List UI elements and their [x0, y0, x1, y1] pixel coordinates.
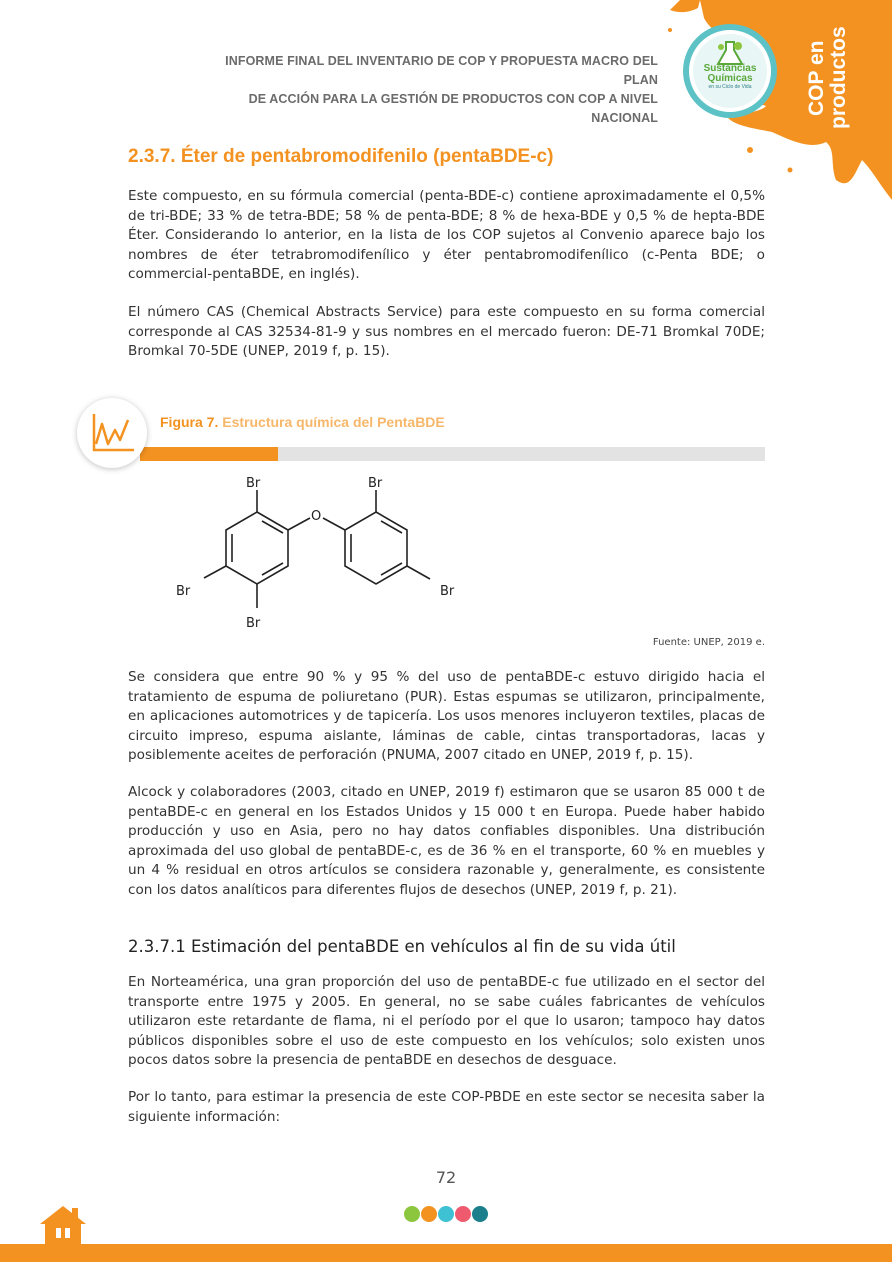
report-header-title: [200, 52, 658, 128]
logo-subtext: en su Ciclo de Vida: [708, 84, 752, 90]
footer-bar: [0, 1244, 892, 1262]
right-ring: [345, 512, 407, 584]
figure-title-bar-accent: [140, 447, 278, 461]
section-title: 2.3.7. Éter de pentabromodifenilo (pentaBDE-c): [128, 146, 554, 167]
subsection-title: 2.3.7.1 Estimación del pentaBDE en vehículos al fin de su vida útil: [128, 937, 676, 956]
dot-pink: [455, 1206, 471, 1222]
color-dots: [404, 1206, 488, 1222]
paragraph: Se considera que entre 90 % y 95 % del uso de pentaBDE-c estuvo dirigido hacia el tratamiento de espuma de poliuretano (PUR). Estas espumas se utilizaron, principalmente, en aplicaciones automotrices y de tapicería. Los usos menores incluyeron textiles, placas de circuito impreso, espuma aislante, láminas de cable, cintas transportadoras, lacas y posiblemente aceites de perforación (PNUMA, 2007 citado en UNEP, 2019 f, p. 15).: [128, 669, 765, 763]
atom-br-top-right: Br: [368, 476, 383, 491]
home-icon[interactable]: [38, 1204, 88, 1246]
side-tab-label: [806, 26, 862, 130]
chemical-structure-diagram: [160, 470, 480, 635]
line-chart-icon: [90, 410, 136, 456]
figure-source: Fuente: UNEP, 2019 e.: [652, 637, 765, 648]
page-number: 72: [435, 1168, 457, 1187]
dot-cyan: [438, 1206, 454, 1222]
paragraph: En Norteamérica, una gran proporción del uso de pentaBDE-c fue utilizado en el sector del transporte entre 1975 y 2005. En general, no se sabe cuáles fabricantes de vehículos utilizaron este retardante de flama, ni el período por el que lo usaron; tampoco hay datos públicos disponibles sobre el uso de este compuesto en los vehículos; solo existen unos pocos datos sobre la presencia de pentaBDE en desechos de desguace.: [128, 974, 765, 1068]
side-tab-line1: COP en: [805, 40, 828, 116]
atom-br-left: Br: [176, 584, 191, 599]
atom-oxygen: O: [311, 509, 322, 524]
left-ring: [226, 512, 288, 584]
paragraph: Este compuesto, en su fórmula comercial (penta-BDE-c) contiene aproximadamente el 0,5% de tri-BDE; 33 % de tetra-BDE; 58 % de penta-BDE; 8 % de hexa-BDE y 0,5 % de hepta-BDE Éter. Considerando lo anterior, en la lista de los COP sujetos al Convenio aparece bajo los nombres de éter tetrabromodifenílico y éter pentabromodifenílico (c-Penta BDE; o commercial-pentaBDE, en inglés).: [128, 188, 765, 282]
report-header-line2: DE ACCIÓN PARA LA GESTIÓN DE PRODUCTOS CON COP A NIVEL NACIONAL: [248, 92, 658, 125]
paragraph: Alcock y colaboradores (2003, citado en UNEP, 2019 f) estimaron que se usaron 85 000 t de pentaBDE-c en general en los Estados Unidos y 15 000 t en Europa. Puede haber habido producción y uso en Asia, pero no hay datos confiables disponibles. Una distribución aproximada del uso global de pentaBDE-c, es de 36 % en el transporte, 60 % en muebles y un 4 % residual en otros artículos se considera razonable y, generalmente, es consistente con los datos analíticos para diferentes flujos de desechos (UNEP, 2019 f, p. 21).: [128, 784, 765, 898]
atom-br-top-left: Br: [246, 476, 261, 491]
dot-green: [404, 1206, 420, 1222]
side-tab-line2: productos: [827, 26, 850, 130]
dot-orange: [421, 1206, 437, 1222]
atom-br-right: Br: [440, 584, 455, 599]
logo-text: Sustancias Químicas: [703, 63, 757, 84]
figure-caption: [160, 414, 445, 430]
figure-title: Estructura química del PentaBDE: [222, 414, 445, 430]
paragraph: El número CAS (Chemical Abstracts Service) para este compuesto en su forma comercial corresponde al CAS 32534-81-9 y sus nombres en el mercado fueron: DE-71 Bromkal 70DE; Bromkal 70-5DE (UNEP, 2019 f, p. 15).: [128, 304, 765, 359]
dot-teal: [472, 1206, 488, 1222]
report-header-line1: INFORME FINAL DEL INVENTARIO DE COP Y PROPUESTA MACRO DEL PLAN: [225, 54, 658, 87]
atom-br-bottom: Br: [246, 616, 261, 631]
figure-label: Figura 7.: [160, 414, 219, 430]
paragraph: Por lo tanto, para estimar la presencia de este COP-PBDE en este sector se necesita saber la siguiente información:: [128, 1089, 765, 1125]
bonds: [204, 490, 430, 608]
